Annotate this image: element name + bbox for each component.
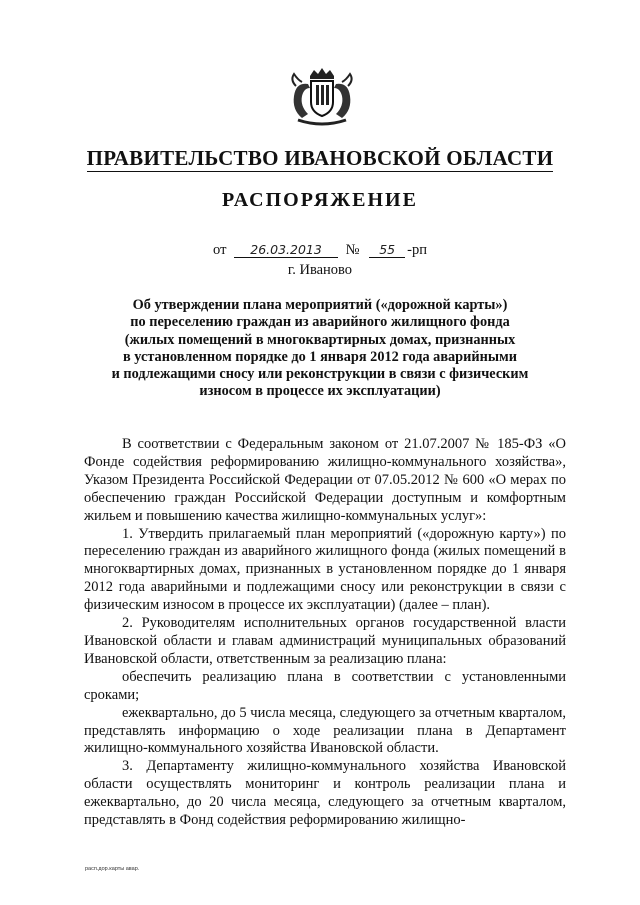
handwritten-number: 55 [369, 242, 405, 258]
paragraph-item-2-b: ежеквартально, до 5 числа месяца, следующего за отчетным кварталом, представлять информацию о ходе реализации плана в Департамент жилищно-коммунального хозяйства Ивановской области. [84, 704, 566, 757]
date-prefix: от [213, 242, 227, 258]
subject-line: в установленном порядке до 1 января 2012 года аварийными [123, 348, 517, 365]
subject-line: Об утверждении плана мероприятий («дорожной карты») [132, 297, 508, 313]
footer-file-name: расп.дор.карты авар. [85, 866, 140, 872]
document-subject [60, 297, 580, 401]
handwritten-date: 26.03.2013 [234, 242, 338, 258]
city: г. Иваново [287, 262, 353, 278]
government-title: ПРАВИТЕЛЬСТВО ИВАНОВСКОЙ ОБЛАСТИ [86, 146, 554, 170]
coat-of-arms-icon [288, 66, 356, 128]
paragraph-item-1: 1. Утвердить прилагаемый план мероприятий («дорожную карту») по переселению граждан из аварийного жилищного фонда (жилых помещений в многоквартирных домах, признанных в установленном порядке до 1 января 2012 года аварийными и подлежащими сносу или реконструкции в связи с физическим износом в процессе их эксплуатации) (далее – план). [84, 525, 566, 614]
date-number-line [0, 242, 640, 259]
paragraph-preamble: В соответствии с Федеральным законом от 21.07.2007 № 185-ФЗ «О Фонде содействия реформированию жилищно-коммунального хозяйства», Указом Президента Российской Федерации от 07.05.2012 № 600 «О мерах по обеспечению граждан Российской Федерации доступным и комфортным жильем и повышению качества жилищно-коммунальных услуг»: [84, 436, 566, 524]
paragraph-item-3: 3. Департаменту жилищно-коммунального хозяйства Ивановской области осуществлять мониторинг и контроль реализации плана и ежеквартально, до 20 числа месяца, следующего за отчетным кварталом, представлять в Фонд содействия реформированию жилищно- [84, 758, 566, 829]
subject-line: по переселению граждан из аварийного жилищного фонда [130, 314, 510, 331]
paragraph-item-2-a: обеспечить реализацию плана в соответствии с установленными сроками; [84, 668, 566, 703]
subject-line: и подлежащими сносу или реконструкции в связи с физическим [111, 366, 529, 383]
number-suffix: -рп [407, 242, 427, 258]
document-type: РАСПОРЯЖЕНИЕ [222, 189, 418, 211]
subject-line: износом в процессе их эксплуатации) [199, 383, 441, 400]
document-body [84, 436, 566, 830]
number-prefix: № [345, 242, 360, 258]
paragraph-item-2: 2. Руководителям исполнительных органов государственной власти Ивановской области и главам администраций муниципальных образований Ивановской области, ответственным за реализацию плана: [84, 615, 566, 667]
subject-line: (жилых помещений в многоквартирных домах, признанных [124, 331, 516, 348]
